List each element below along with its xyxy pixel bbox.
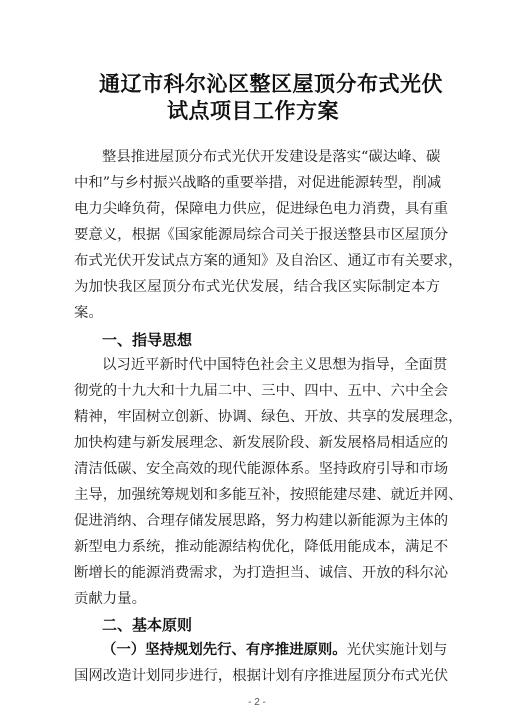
section1-line: 促进消纳、合理存储发展思路，努力构建以新能源为主体的 bbox=[74, 513, 449, 529]
section1-line: 加快构建与新发展理念、新发展阶段、新发展格局相适应的 bbox=[74, 435, 449, 451]
section1-line: 清洁低碳、安全高效的现代能源体系。坚持政府引导和市场 bbox=[74, 461, 449, 477]
section1-line: 精神，牢固树立创新、协调、绿色、开放、共享的发展理念， bbox=[74, 409, 463, 425]
principle1-title: （一）坚持规划先行、有序推进原则。 bbox=[102, 642, 347, 658]
section-heading-basic-principles: 二、基本原则 bbox=[102, 616, 193, 634]
intro-line: 案。 bbox=[74, 305, 103, 321]
document-title-line1: 通辽市科尔沁区整区屋顶分布式光伏 bbox=[99, 72, 443, 96]
section1-line: 彻党的十九大和十九届二中、三中、四中、五中、六中全会 bbox=[74, 383, 449, 399]
intro-line: 中和”与乡村振兴战略的重要举措，对促进能源转型，削减 bbox=[74, 175, 442, 191]
section1-line: 新型电力系统，推动能源结构优化，降低用能成本，满足不 bbox=[74, 539, 449, 555]
intro-line: 布式光伏开发试点方案的通知》及自治区、通辽市有关要求， bbox=[74, 253, 463, 269]
section1-line: 以习近平新时代中国特色社会主义思想为指导，全面贯 bbox=[102, 357, 448, 373]
intro-line: 要意义，根据《国家能源局综合司关于报送整县市区屋顶分 bbox=[74, 227, 449, 243]
principle1-text: 光伏实施计划与 bbox=[346, 642, 448, 658]
principle1-line bbox=[102, 637, 448, 663]
section1-line: 断增长的能源消费需求，为打造担当、诚信、开放的科尔沁 bbox=[74, 565, 449, 581]
section-heading-guiding-ideology: 一、指导思想 bbox=[102, 331, 193, 349]
intro-line: 整县推进屋顶分布式光伏开发建设是落实“碳达峰、碳 bbox=[102, 149, 441, 165]
intro-line: 为加快我区屋顶分布式光伏发展，结合我区实际制定本方 bbox=[74, 279, 440, 295]
intro-line: 电力尖峰负荷，保障电力供应，促进绿色电力消费，具有重 bbox=[74, 201, 449, 217]
principle1-line2: 国网改造计划同步进行，根据计划有序推进屋顶分布式光伏 bbox=[74, 668, 449, 684]
section1-line: 贡献力量。 bbox=[74, 591, 146, 607]
document-title-line2: 试点项目工作方案 bbox=[167, 99, 339, 123]
page-number: - 2 - bbox=[248, 697, 266, 708]
section1-line: 主导，加强统筹规划和多能互补，按照能建尽建、就近并网、 bbox=[74, 487, 463, 503]
